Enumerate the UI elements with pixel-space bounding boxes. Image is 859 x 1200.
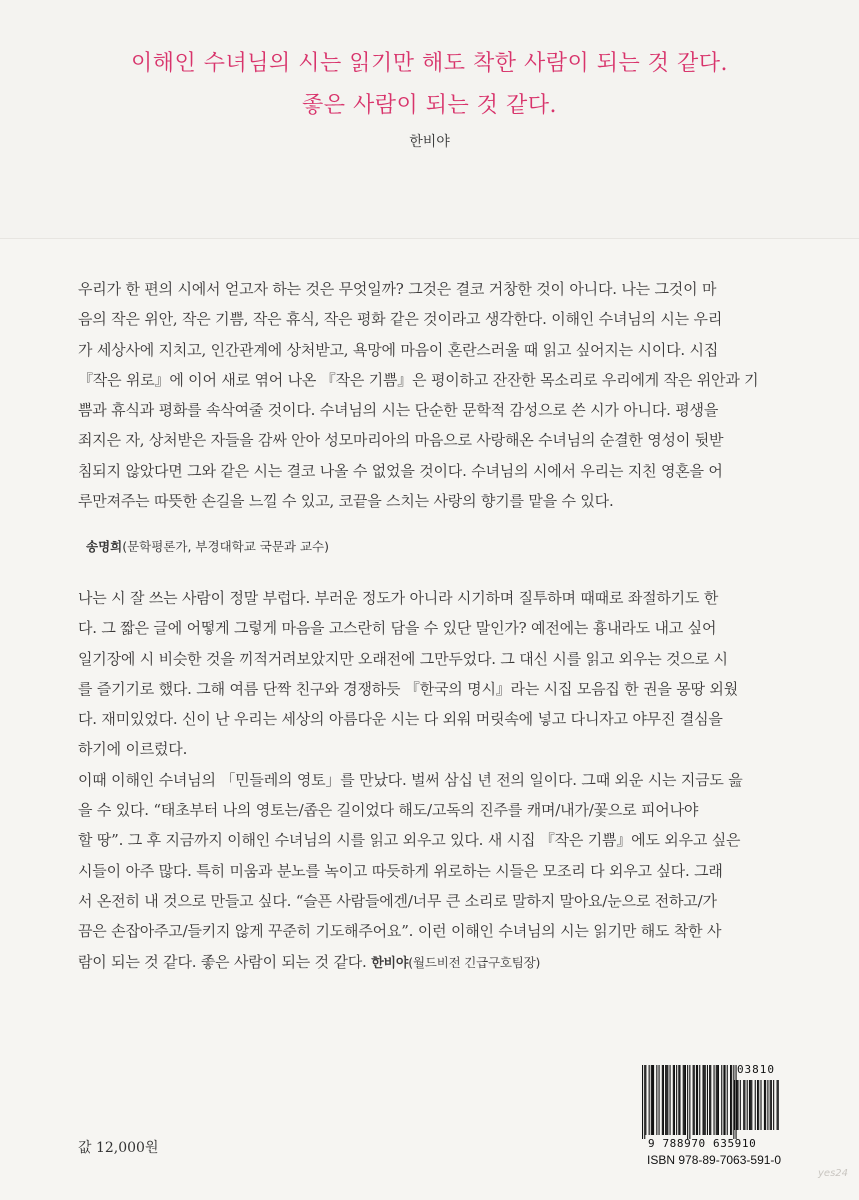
price-label: 값 12,000원 (78, 1140, 159, 1156)
barcode-bar (665, 1065, 666, 1135)
barcode-bar (666, 1065, 667, 1135)
barcode-bar (679, 1065, 680, 1135)
barcode-bar (740, 1080, 741, 1130)
text-line: 『작은 위로』에 이어 새로 엮어 나온 『작은 기쁨』은 평이하고 잔잔한 목소리로 우리에게 작은 위안과 기 (78, 370, 759, 389)
barcode-bar (743, 1080, 744, 1130)
barcode-bar (696, 1065, 697, 1135)
text-line-end: 람이 되는 것 같다. 좋은 사람이 되는 것 같다. (78, 952, 367, 971)
barcode-bar (656, 1065, 657, 1135)
barcode-bar (683, 1065, 684, 1135)
barcode-bar (757, 1080, 758, 1130)
barcode-bar (645, 1065, 646, 1135)
review-1-credit (86, 537, 329, 555)
barcode-bar (723, 1065, 724, 1135)
barcode-bar (651, 1065, 652, 1135)
barcode-bar (721, 1065, 722, 1135)
highlight-quote-line-1: 이해인 수녀님의 시는 읽기만 해도 착한 사람이 되는 것 같다. (131, 51, 728, 76)
barcode-bar (663, 1065, 664, 1135)
barcode-bar (707, 1065, 708, 1135)
text-line: 다. 재미있었다. 신이 난 우리는 세상의 아름다운 시는 다 외워 머릿속에 넣고 다니자고 야무진 결심을 (78, 710, 723, 729)
text-line: 나는 시 잘 쓰는 사람이 정말 부럽다. 부러운 정도가 아니라 시기하며 질투하며 때때로 좌절하기도 한 (78, 589, 719, 607)
barcode-bar (673, 1065, 674, 1135)
text-line: 일기장에 시 비슷한 것을 끼적거려보았지만 오래전에 그만두었다. 그 대신 시를 읽고 외우는 것으로 시 (78, 649, 728, 668)
barcode-bar (737, 1080, 738, 1130)
isbn-number: ISBN 978-89-7063-591-0 (647, 1153, 782, 1167)
text-line: 할 땅”. 그 후 지금까지 이해인 수녀님의 시를 읽고 외우고 있다. 새 시집 『작은 기쁨』에도 외우고 싶은 (78, 831, 741, 850)
barcode-bar (653, 1065, 654, 1135)
text-line: 쁨과 휴식과 평화를 속삭여줄 것이다. 수녀님의 시는 단순한 문학적 감성으로 쓴 시가 아니다. 평생을 (78, 401, 719, 420)
barcode-bar (736, 1080, 737, 1130)
barcode-bar (649, 1065, 650, 1135)
barcode-bar (725, 1065, 726, 1135)
text-line: 하기에 이르렀다. (78, 740, 188, 759)
barcode-bar (676, 1065, 677, 1135)
barcode-bar (718, 1065, 719, 1135)
text-line: 우리가 한 편의 시에서 얻고자 하는 것은 무엇일까? 그것은 결코 거창한 것이 아니다. 나는 그것이 마 (78, 280, 717, 298)
barcode-bar (744, 1080, 745, 1130)
barcode-bar (710, 1065, 711, 1135)
highlight-quote-line-2: 좋은 사람이 되는 것 같다. (302, 93, 557, 118)
review-paragraph-1 (78, 274, 784, 516)
barcode-bar (765, 1080, 766, 1130)
barcode-bar (684, 1065, 685, 1135)
reviewer-name: 한비야 (371, 955, 409, 971)
barcode-bar (749, 1080, 750, 1130)
text-line: 이때 이해인 수녀님의 「민들레의 영토」를 만났다. 벌써 삼십 년 전의 일이다. 그때 외운 시는 지금도 읊 (78, 770, 743, 789)
barcode-bar (674, 1065, 675, 1135)
barcode-addon (733, 1080, 779, 1130)
barcode-bar (689, 1065, 690, 1139)
text-line: 끔은 손잡아주고/들키지 않게 꾸준히 기도해주어요”. 이런 이해인 수녀님의 시는 읽기만 해도 착한 사 (78, 922, 722, 941)
text-line: 서 온전히 내 것으로 만들고 싶다. “슬픈 사람들에겐/너무 큰 소리로 말하지 말아요/눈으로 전하고/가 (78, 891, 717, 910)
barcode-bar (642, 1065, 643, 1139)
barcode-bar (751, 1080, 752, 1130)
barcode-bar (694, 1065, 695, 1135)
barcode-bar (685, 1065, 686, 1135)
barcode-bar (693, 1065, 694, 1135)
text-line: 루만져주는 따뜻한 손길을 느낄 수 있고, 코끝을 스치는 사랑의 향기를 맡을 수 있다. (78, 492, 614, 511)
review-2-credit (371, 955, 540, 970)
barcode-bar (716, 1065, 717, 1135)
barcode-bar (777, 1080, 778, 1130)
text-line: 시들이 아주 많다. 특히 미움과 분노를 녹이고 따듯하게 위로하는 시들은 모조리 다 외우고 싶다. 그래 (78, 861, 723, 880)
text-line-with-credit (78, 947, 784, 979)
barcode-bar (687, 1065, 688, 1139)
barcode-bar (717, 1065, 718, 1135)
barcode-bar (778, 1080, 779, 1130)
barcode-bar (697, 1065, 698, 1135)
barcode-bar (734, 1080, 735, 1130)
barcode-bar (755, 1080, 756, 1130)
barcode-bar (730, 1065, 731, 1135)
barcode-digits: 9 788970 635910 (648, 1137, 757, 1150)
text-line: 을 수 있다. “태초부터 나의 영토는/좁은 길이었다 해도/고독의 진주를 캐며/내가/꽃으로 피어나야 (78, 801, 699, 820)
barcode-bar (703, 1065, 704, 1135)
highlight-quote-author: 한비야 (409, 134, 450, 150)
barcode-bar (662, 1065, 663, 1135)
barcode-bar (659, 1065, 660, 1135)
barcode-bar (771, 1080, 772, 1130)
barcode-bar (747, 1080, 748, 1130)
text-line: 다. 그 짧은 글에 어떻게 그렇게 마음을 고스란히 담을 수 있단 말인가? 예전에는 흉내라도 내고 싶어 (78, 619, 717, 638)
barcode-bar (652, 1065, 653, 1135)
barcode-bar (699, 1065, 700, 1135)
text-line: 죄지은 자, 상처받은 자들을 감싸 안아 성모마리아의 마음으로 사랑해온 수녀님의 순결한 영성이 뒷받 (78, 431, 724, 450)
barcode-bar (644, 1065, 645, 1139)
barcode-bar (714, 1065, 715, 1135)
watermark-logo: yes24 (818, 1168, 849, 1179)
barcode-bar (760, 1080, 761, 1130)
barcode-bar (764, 1080, 765, 1130)
reviewer-name: 송명희 (86, 539, 123, 554)
text-line: 침되지 않았다면 그와 같은 시는 결코 나올 수 없었을 것이다. 수녀님의 시에서 우리는 지친 영혼을 어 (78, 461, 723, 480)
text-line: 를 즐기기로 했다. 그해 여름 단짝 친구와 경쟁하듯 『한국의 명시』라는 시집 모음집 한 권을 몽땅 외웠 (78, 679, 739, 698)
text-line: 음의 작은 위안, 작은 기쁨, 작은 휴식, 작은 평화 같은 것이라고 생각한다. 이해인 수녀님의 시는 우리 (78, 310, 723, 329)
barcode-bar (770, 1080, 771, 1130)
barcode-bar (773, 1080, 774, 1130)
barcode-bar (704, 1065, 705, 1135)
text-line: 가 세상사에 지치고, 인간관계에 상처받고, 욕망에 마음이 혼란스러울 때 읽고 싶어지는 시이다. 시집 (78, 340, 719, 359)
barcode-addon-number: 03810 (736, 1063, 776, 1076)
barcode-bar (758, 1080, 759, 1130)
barcode-bar (678, 1065, 679, 1135)
barcode-bar (767, 1080, 768, 1130)
barcode-bar (727, 1065, 728, 1135)
barcode-bar (670, 1065, 671, 1135)
testimonial-banner (0, 0, 859, 239)
review-paragraph-2 (78, 583, 784, 979)
reviewer-role: (문학평론가, 부경대학교 국문과 교수) (122, 539, 330, 554)
barcode-bar (705, 1065, 706, 1135)
barcode-bar (709, 1065, 710, 1135)
barcode-bar (750, 1080, 751, 1130)
reviewer-role: (월드비전 긴급구호팀장) (408, 954, 541, 970)
barcode-bar (667, 1065, 668, 1135)
